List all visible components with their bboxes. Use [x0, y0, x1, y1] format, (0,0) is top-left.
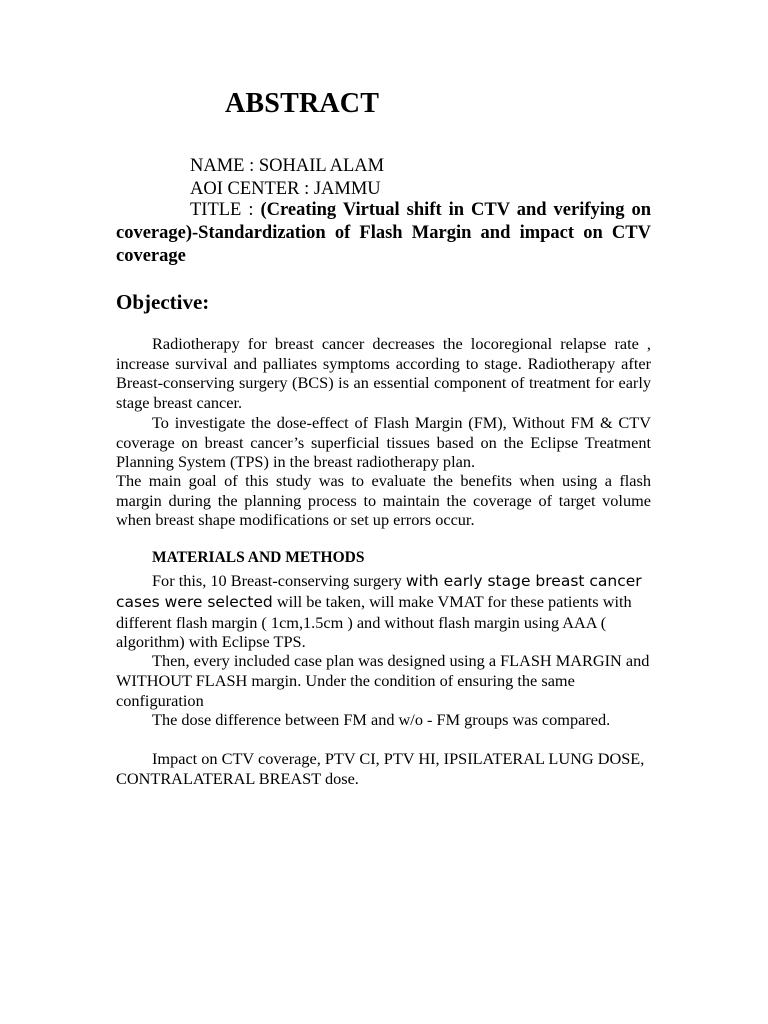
- materials-paragraph-3: The dose difference between FM and w/o - FM groups was compared.: [152, 710, 611, 729]
- objective-paragraph-2: To investigate the dose-effect of Flash Margin (FM), Without FM & CTV coverage on breast cancer’s superficial tissues based on the Eclipse Treatment Planning System (TPS) in the breast radiotherapy plan.: [116, 413, 651, 471]
- materials-p1-end: will be taken, will make VMAT for these patients with different flash margin ( 1cm,1.5cm ) and without flash margin using AAA ( algorithm) with Eclipse TPS.: [116, 591, 632, 652]
- title-block: [116, 199, 651, 268]
- materials-p1-start: For this, 10 Breast-conserving surgery: [152, 571, 406, 590]
- abstract-heading: ABSTRACT: [225, 88, 380, 119]
- author-name-line: NAME : SOHAIL ALAM: [190, 156, 385, 176]
- objective-paragraph-3: The main goal of this study was to evaluate the benefits when using a flash margin during the planning process to maintain the coverage of target volume when breast shape modifications or set up errors occur.: [116, 471, 651, 529]
- objective-heading: Objective:: [116, 290, 210, 314]
- objective-paragraph-1: Radiotherapy for breast cancer decreases the locoregional relapse rate , increase survival and palliates symptoms according to stage. Radiotherapy after Breast-conserving surgery (BCS) is an essential component of treatment for early stage breast cancer.: [116, 334, 651, 412]
- center-line: AOI CENTER : JAMMU: [190, 179, 381, 199]
- materials-p1-mixed-font: with early stage breast cancer cases were selected: [116, 572, 642, 611]
- materials-methods-heading: MATERIALS AND METHODS: [152, 549, 365, 566]
- materials-paragraph-1: [116, 571, 651, 652]
- materials-paragraph-2: Then, every included case plan was designed using a FLASH MARGIN and WITHOUT FLASH margin. Under the condition of ensuring the same configuration: [116, 651, 650, 710]
- title-prefix: TITLE :: [190, 200, 261, 220]
- materials-paragraph-4: Impact on CTV coverage, PTV CI, PTV HI, IPSILATERAL LUNG DOSE, CONTRALATERAL BREAST dose.: [116, 749, 645, 788]
- title-text: (Creating Virtual shift in CTV and verifying on coverage)-Standardization of Flash Margin and impact on CTV coverage: [116, 200, 651, 266]
